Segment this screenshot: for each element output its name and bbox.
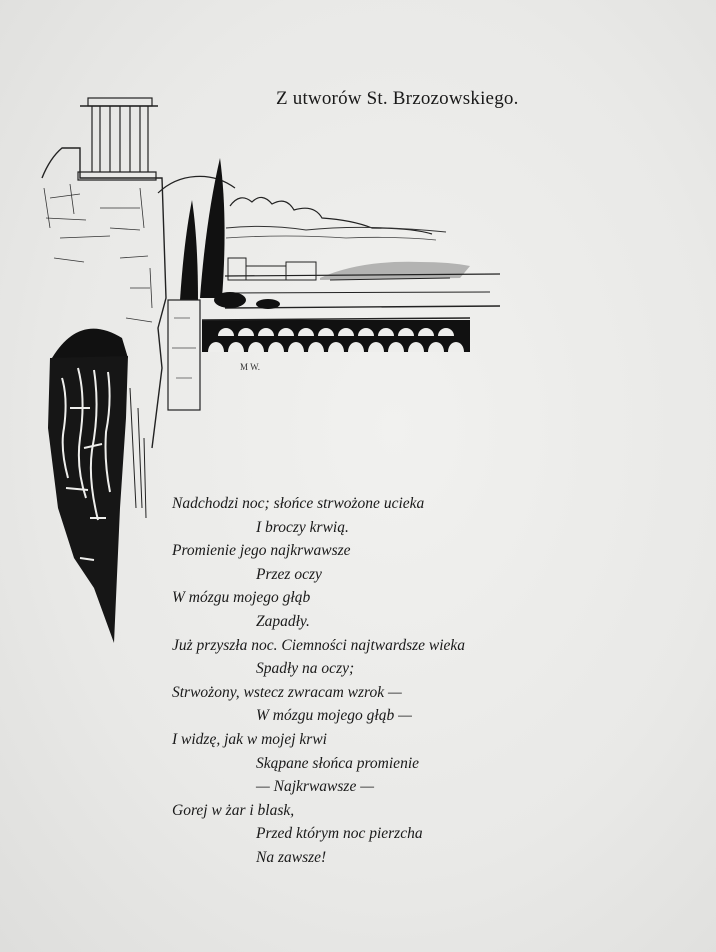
poem-line: Zapadły.: [256, 612, 310, 630]
poem-line: Przez oczy: [256, 565, 322, 583]
poem-line: Na zawsze!: [256, 848, 327, 866]
poem-line: — Najkrwawsze —: [256, 778, 374, 796]
poem: [172, 492, 465, 870]
poem-line: Przed którym noc pierzcha: [256, 825, 423, 843]
poem-line: I broczy krwią.: [256, 518, 349, 536]
poem-line: Promienie jego najkrwawsze: [172, 542, 351, 560]
poem-line: Już przyszła noc. Ciemności najtwardsze wieka: [172, 636, 466, 654]
poem-line: W mózgu mojego głąb —: [256, 707, 412, 725]
poem-line: Spadły na oczy;: [256, 660, 355, 678]
page-title: Z utworów St. Brzozowskiego.: [276, 88, 519, 109]
poem-line: Skąpane słońca promienie: [256, 754, 419, 772]
poem-line: Gorej w żar i blask,: [172, 801, 295, 819]
artist-signature: M W.: [240, 362, 261, 372]
poem-line: I widzę, jak w mojej krwi: [172, 730, 327, 748]
poem-line: Strwożony, wstecz zwracam wzrok —: [172, 683, 402, 701]
poem-line: W mózgu mojego głąb: [172, 589, 311, 607]
poem-line: Nadchodzi noc; słońce strwożone ucieka: [172, 495, 425, 512]
